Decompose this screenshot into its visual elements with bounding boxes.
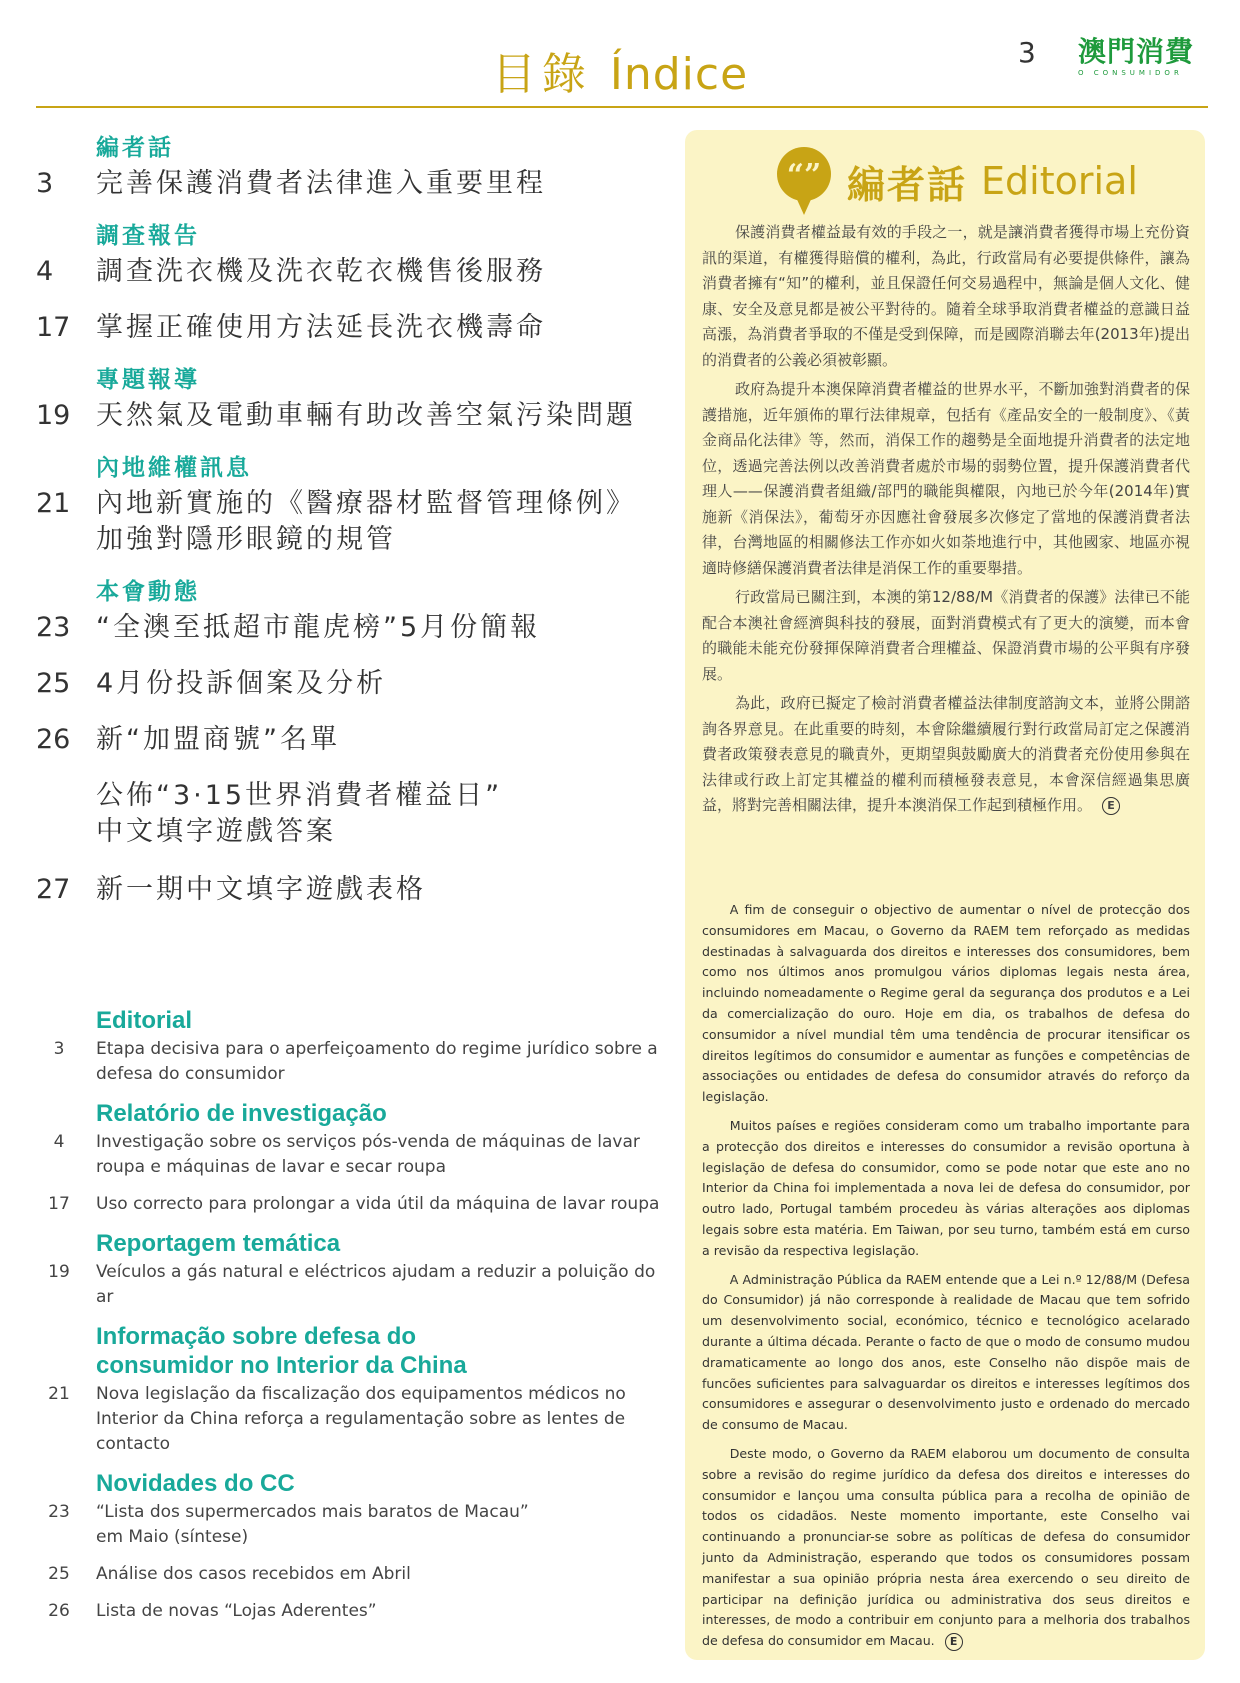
header-divider [36, 106, 1208, 108]
entry-title: Nova legislação da fiscalização dos equipamentos médicos no Interior da China reforça a regulamentação sobre as lentes de contacto [96, 1384, 626, 1454]
entry-page [36, 778, 96, 850]
entry-title: 完善保護消費者法律進入重要里程 [96, 168, 546, 199]
entry-page: 4 [36, 256, 54, 287]
toc-section [36, 1229, 676, 1310]
toc-entry[interactable] [36, 1500, 676, 1550]
editorial-paragraph: 保護消費者權益最有效的手段之一，就是讓消費者獲得市場上充份資訊的渠道，有權獲得賠償的權利，為此，行政當局有必要提供條件，讓為消費者擁有“知”的權利，並且保證任何交易過程中，無論是個人文化、健康、安全及意見都是被公平對待的。隨着全球爭取消費者權益的意識日益高漲，為消費者爭取的不僅是受到保障，而是國際消聯去年(2013年)提出的消費者的公義必須被彰顯。 [702, 223, 1190, 369]
page-title [0, 35, 1240, 102]
toc-entry[interactable] [36, 1599, 676, 1624]
entry-page: 19 [36, 400, 71, 431]
entry-title: Lista de novas “Lojas Aderentes” [96, 1601, 377, 1621]
toc-entry[interactable] [36, 166, 676, 202]
editorial-panel [685, 130, 1205, 1660]
editorial-body-zh [702, 220, 1190, 823]
section-heading: Informação sobre defesa do consumidor no Interior da China [96, 1323, 467, 1379]
entry-title: 新一期中文填字遊戲表格 [96, 874, 426, 905]
toc-entry[interactable] [36, 1260, 676, 1310]
page-title-zh: 目錄 [491, 49, 592, 100]
toc-entry[interactable] [36, 310, 676, 346]
entry-page: 17 [36, 312, 71, 343]
editorial-header [775, 146, 1138, 216]
toc-portuguese [36, 1006, 676, 1636]
entry-page: 25 [48, 1564, 70, 1584]
entry-page: 4 [53, 1132, 65, 1152]
speech-bubble-quote-icon [775, 145, 833, 217]
toc-entry[interactable] [36, 398, 676, 434]
entry-title: “Lista dos supermercados mais baratos de Macau” em Maio (síntese) [96, 1502, 529, 1547]
editorial-body-pt [702, 900, 1190, 1660]
section-heading: Editorial [96, 1007, 193, 1034]
editorial-paragraph: A Administração Pública da RAEM entende que a Lei n.º 12/88/M (Defesa do Consumidor) já não corresponde à realidade de Macau que tem sofrido um desenvolvimento social, económico, técnico e tecnológico acelarado durante a última década. Perante o facto de que o modo de consumo mudou dramaticamente ao longo dos anos, este Conselho não dispõe mais de funcões suficientes para salvaguardar os direitos e interesses legítimos dos consumidores e assegurar o desenvolvimento justo e ordenado do mercado de consumo de Macau. [702, 1271, 1190, 1433]
editorial-paragraph: 為此，政府已擬定了檢討消費者權益法律制度諮詢文本，並將公開諮詢各界意見。在此重要的時刻，本會除繼續履行對行政當局訂定之保護消費者政策發表意見的職責外，更期望與鼓勵廣大的消費者充份使用參與在法律或行政上訂定其權益的權利而積極發表意見，本會深信經過集思廣益，將對完善相關法律，提升本澳消保工作起到積極作用。 E [702, 694, 1190, 814]
entry-page: 27 [36, 874, 71, 905]
editorial-paragraph: 政府為提升本澳保障消費者權益的世界水平，不斷加強對消費者的保護措施，近年頒佈的單行法律規章，包括有《產品安全的一般制度》、《黃金商品化法律》等，然而，消保工作的趨勢是全面地提升消費者的法定地位，透過完善法例以改善消費者處於市場的弱勢位置，提升保護消費者代理人——保護消費者組織/部門的職能與權限，內地已於今年(2014年)實施新《消保法》，葡萄牙亦因應社會發展多次修定了當地的保護消費者法律，台灣地區的相關修法工作亦如火如荼地進行中，其他國家、地區亦視適時修繕保護消費者法律是消保工作的重要舉措。 [702, 380, 1190, 577]
toc-chinese [36, 132, 676, 926]
entry-page: 21 [36, 488, 71, 519]
page-title-pt: Índice [609, 49, 749, 100]
entry-title: Uso correcto para prolongar a vida útil da máquina de lavar roupa [96, 1194, 660, 1214]
toc-entry[interactable] [36, 486, 676, 558]
entry-page: 25 [36, 668, 71, 699]
section-heading: Reportagem temática [96, 1230, 341, 1257]
logo-zh: 澳門消費 [1078, 35, 1195, 68]
toc-entry[interactable] [36, 666, 676, 702]
toc-section [36, 220, 676, 346]
entry-title: 掌握正確使用方法延長洗衣機壽命 [96, 312, 546, 343]
section-heading: 專題報導 [96, 367, 200, 393]
entry-title: “全澳至抵超市龍虎榜”5月份簡報 [96, 612, 541, 643]
toc-section [36, 364, 676, 434]
entry-title: 天然氣及電動車輛有助改善空氣污染問題 [96, 400, 636, 431]
entry-page: 26 [48, 1601, 70, 1621]
logo-pt: O CONSUMIDOR [1078, 69, 1183, 77]
page-number: 3 [1018, 36, 1036, 69]
toc-section [36, 132, 676, 202]
toc-section [36, 1322, 676, 1457]
entry-page: 26 [36, 724, 71, 755]
entry-title: Análise dos casos recebidos em Abril [96, 1564, 411, 1584]
entry-page: 19 [48, 1262, 70, 1282]
section-heading: Relatório de investigação [96, 1100, 387, 1127]
toc-section [36, 576, 676, 908]
entry-title: 調查洗衣機及洗衣乾衣機售後服務 [96, 256, 546, 287]
entry-title: Investigação sobre os serviços pós-venda de máquinas de lavar roupa e máquinas de lavar e secar roupa [96, 1132, 640, 1177]
entry-title: 公佈“3·15世界消費者權益日” 中文填字遊戲答案 [96, 780, 503, 847]
editorial-title-en: Editorial [981, 159, 1138, 203]
editorial-title-zh: 編者話 [847, 162, 968, 207]
toc-entry[interactable] [36, 1130, 676, 1180]
entry-page: 3 [36, 168, 54, 199]
editorial-paragraph: 行政當局已關注到，本澳的第12/88/M《消費者的保護》法律已不能配合本澳社會經濟與科技的發展，面對消費模式有了更大的演變，而本會的職能未能充份發揮保障消費者合理權益、保證消費市場的公平與有序發展。 [702, 588, 1190, 683]
svg-text:“”: “” [786, 158, 822, 193]
section-heading: Novidades do CC [96, 1470, 295, 1497]
section-heading: 編者話 [96, 135, 174, 161]
toc-section [36, 1099, 676, 1217]
toc-entry[interactable] [36, 254, 676, 290]
editorial-paragraph: Deste modo, o Governo da RAEM elaborou um documento de consulta sobre a revisão do regime jurídico da defesa dos direitos e interesses do consumidor e lançou uma consulta pública para a recolha de opinião de todos os cidadãos. Neste momento importante, este Conselho vai continuando a pronunciar-se sobre as políticas de defesa do consumidor junto da Administração, esperando que todos os consumidores possam manifestar a sua opinião própria nesta área exercendo o seu direito de participar na definição jurídica ou administrativa dos seus direitos e interesses, de modo a contribuir em conjunto para a melhoria dos trabalhos de defesa do consumidor em Macau. E [702, 1444, 1190, 1652]
entry-page: 17 [48, 1194, 70, 1214]
toc-entry[interactable] [36, 722, 676, 758]
toc-entry[interactable] [36, 778, 676, 850]
editorial-paragraph: A fim de conseguir o objectivo de aumentar o nível de protecção dos consumidores em Macau, o Governo da RAEM tem reforçado as medidas destinadas à salvaguarda dos direitos e interesses dos consumidores, bem como nos últimos anos promulgou vários diplomas legais nesta área, incluindo nomeadamente o Regime geral da segurança dos produtos e a Lei da comercialização do ouro. Hoje em dia, os trabalhos de defesa do consumidor a nível mundial têm uma tendência de procurar itensificar os direitos legítimos do consumidor e aumentar as funções e competências de associações ou entidades de defesa do consumidor através do reforço da legislação. [702, 902, 1190, 1105]
toc-entry[interactable] [36, 1037, 676, 1087]
editorial-paragraph: Muitos países e regiões consideram como um trabalho importante para a protecção dos direitos e interesses do consumidor a revisão oportuna à legislação de defesa do consumidor, como se pode notar que este ano no Interior da China foi implementada a nova lei de defesa do consumidor, por outro lado, Portugal também procedeu às várias alterações aos diplomas legais sobre esta matéria. Em Taiwan, por seu turno, também está em curso a revisão da respectiva legislação. [702, 1117, 1190, 1258]
toc-entry[interactable] [36, 1562, 676, 1587]
section-heading: 調查報告 [96, 223, 200, 249]
toc-section [36, 452, 676, 558]
magazine-logo [1078, 36, 1198, 77]
entry-page: 23 [36, 612, 71, 643]
toc-entry[interactable] [36, 1192, 676, 1217]
section-heading: 內地維權訊息 [96, 455, 252, 481]
entry-page: 21 [48, 1384, 70, 1404]
toc-entry[interactable] [36, 872, 676, 908]
end-mark-icon: E [945, 1633, 963, 1651]
toc-section [36, 1006, 676, 1087]
end-mark-icon: E [1102, 797, 1120, 815]
section-heading: 本會動態 [96, 579, 200, 605]
entry-title: 新“加盟商號”名單 [96, 724, 340, 755]
entry-page: 3 [53, 1039, 65, 1059]
entry-title: Veículos a gás natural e eléctricos ajudam a reduzir a poluição do ar [96, 1262, 656, 1307]
entry-title: 4月份投訴個案及分析 [96, 668, 387, 699]
toc-entry[interactable] [36, 1382, 676, 1457]
toc-entry[interactable] [36, 610, 676, 646]
entry-page: 23 [48, 1502, 70, 1522]
entry-title: Etapa decisiva para o aperfeiçoamento do regime jurídico sobre a defesa do consumidor [96, 1039, 658, 1084]
entry-title: 內地新實施的《醫療器材監督管理條例》 加強對隱形眼鏡的規管 [96, 488, 636, 555]
toc-section [36, 1469, 676, 1624]
